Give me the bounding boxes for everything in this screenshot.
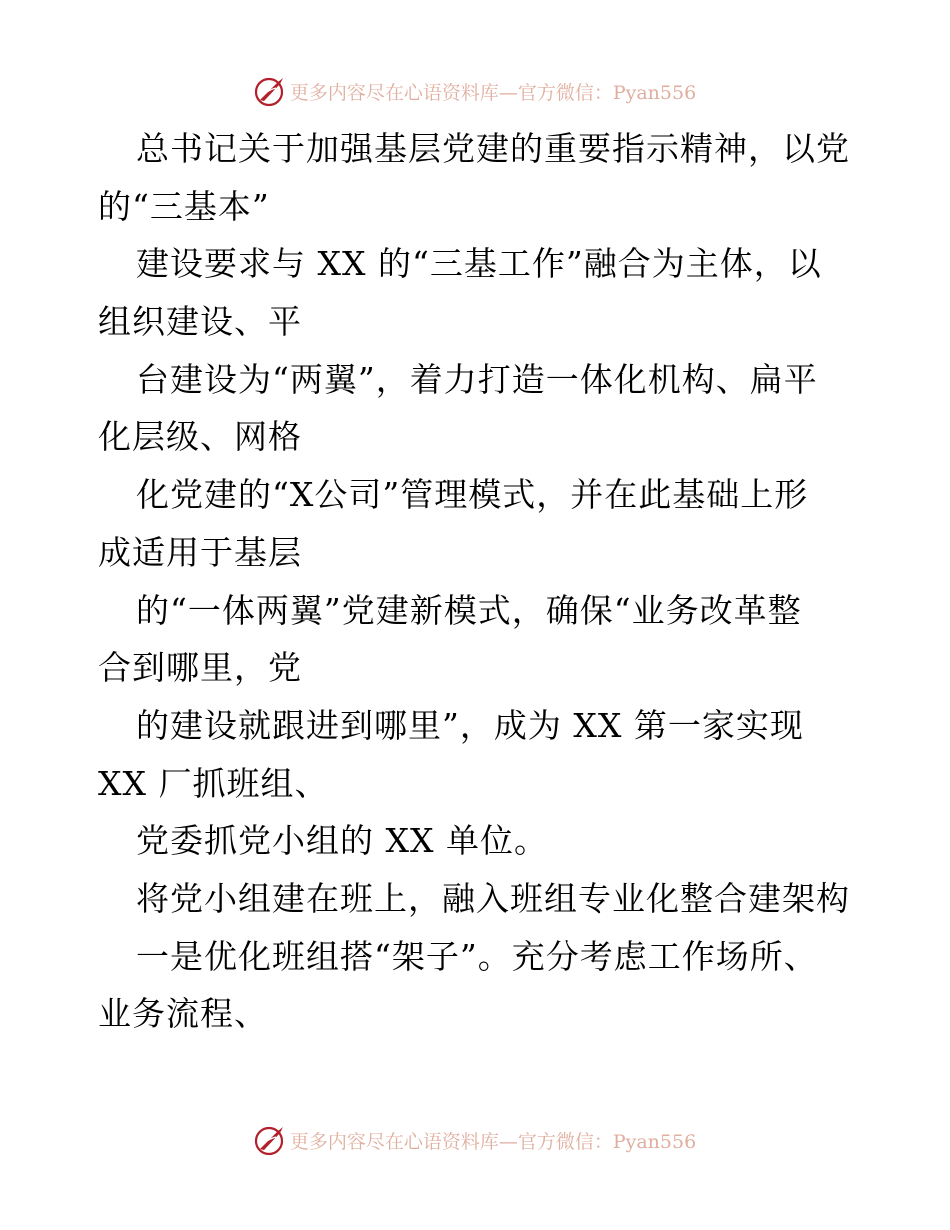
- footer-watermark: [0, 1120, 950, 1160]
- watermark-text: 更多内容尽在心语资料库—官方微信：Pyan556: [289, 81, 697, 104]
- text-line: 合到哪里，党: [98, 648, 302, 688]
- text-line: 组织建设、平: [98, 302, 302, 342]
- quill-pen-logo-icon: [254, 1123, 288, 1157]
- header-watermark: [0, 71, 950, 111]
- document-body: [98, 120, 858, 1043]
- text-line: 的建设就跟进到哪里”，成为 XX 第一家实现: [136, 705, 804, 745]
- text-line: 成适用于基层: [98, 532, 302, 572]
- text-line: 台建设为“两翼”，着力打造一体化机构、扁平: [136, 359, 818, 399]
- text-line: 建设要求与 XX 的“三基工作”融合为主体，以: [136, 244, 822, 284]
- text-line: 化层级、网格: [98, 417, 302, 457]
- text-line: XX 厂抓班组、: [98, 763, 329, 803]
- text-line: 一是优化班组搭“架子”。充分考虑工作场所、: [136, 936, 818, 976]
- text-line: 化党建的“X公司”管理模式，并在此基础上形: [136, 475, 809, 515]
- text-line: 的“一体两翼”党建新模式，确保“业务改革整: [136, 590, 802, 630]
- text-line: 的“三基本”: [98, 186, 270, 226]
- text-line: 将党小组建在班上，融入班组专业化整合建架构: [136, 878, 850, 918]
- watermark-text: 更多内容尽在心语资料库—官方微信：Pyan556: [289, 1130, 697, 1153]
- quill-pen-logo-icon: [254, 74, 288, 108]
- text-line: 党委抓党小组的 XX 单位。: [136, 821, 548, 861]
- text-line: 业务流程、: [98, 994, 268, 1034]
- text-line: 总书记关于加强基层党建的重要指示精神，以党: [136, 129, 850, 168]
